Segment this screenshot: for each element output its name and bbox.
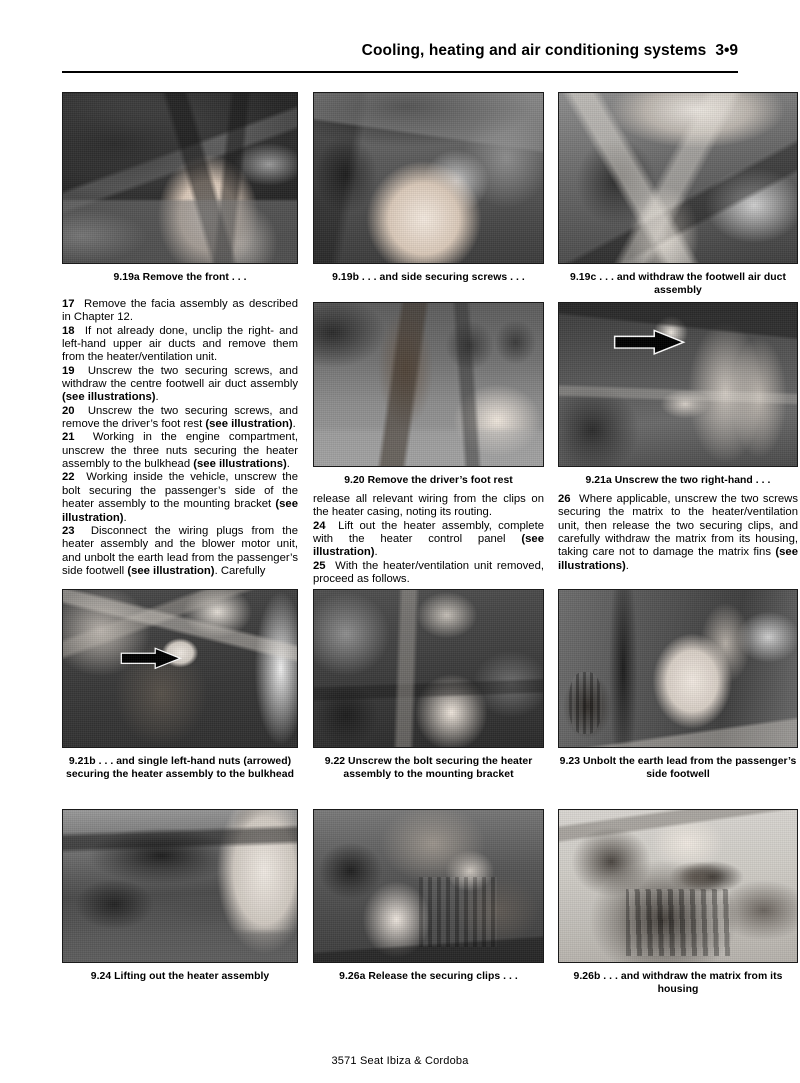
figure-caption: 9.19a Remove the front . . . xyxy=(113,272,247,283)
figure-caption: 9.22 Unscrew the bolt securing the heater assembly to the mounting bracket xyxy=(324,756,533,780)
page-number: 3•9 xyxy=(715,42,738,59)
photo-9-24 xyxy=(62,809,298,963)
photo-9-19b xyxy=(313,92,544,264)
paragraph-26: 26 Where applicable, unscrew the two screws securing the matrix to the heater/ventilation unit, then release the two securing clips, and carefully withdraw the matrix from its housing, taking care not to damage the matrix fins (see illustrations). xyxy=(558,493,798,572)
paragraph-20: 20 Unscrew the two securing screws, and remove the driver’s foot rest (see illustration). xyxy=(62,404,298,431)
body-column-1 xyxy=(62,298,298,578)
figure-9-23 xyxy=(558,589,798,781)
figure-caption: 9.20 Remove the driver’s foot rest xyxy=(344,475,513,486)
photo-9-19a xyxy=(62,92,298,264)
figure-9-21a xyxy=(558,302,798,488)
paragraph-22: 22 Working inside the vehicle, unscrew the bolt securing the passenger’s side of the heater assembly to the mounting bracket (see illustration). xyxy=(62,471,298,524)
photo-9-21b xyxy=(62,589,298,748)
figure-9-19a xyxy=(62,92,298,285)
figure-9-19b xyxy=(313,92,544,285)
figure-caption: 9.23 Unbolt the earth lead from the passenger’s side footwell xyxy=(559,756,797,780)
figure-9-26b xyxy=(558,809,798,996)
figure-caption: 9.24 Lifting out the heater assembly xyxy=(90,971,270,982)
paragraph-21: 21 Working in the engine compartment, unscrew the three nuts securing the heater assembly to the bulkhead (see illustrations). xyxy=(62,431,298,471)
figure-9-19c xyxy=(558,92,798,297)
figure-caption: 9.19c . . . and withdraw the footwell air duct assembly xyxy=(570,272,786,296)
paragraph-23-continued: release all relevant wiring from the clips on the heater casing, noting its routing. xyxy=(313,493,544,519)
photo-9-21a xyxy=(558,302,798,467)
paragraph-25: 25 With the heater/ventilation unit removed, proceed as follows. xyxy=(313,559,544,586)
photo-9-23 xyxy=(558,589,798,748)
paragraph-18: 18 If not already done, unclip the right- and left-hand upper air ducts and remove them from the heater/ventilation unit. xyxy=(62,324,298,364)
paragraph-23: 23 Disconnect the wiring plugs from the heater assembly and the blower motor unit, and unbolt the earth lead from the passenger’s side footwell (see illustration). Carefully xyxy=(62,524,298,577)
page-footer: 3571 Seat Ibiza & Cordoba xyxy=(331,1055,469,1067)
photo-9-26b xyxy=(558,809,798,963)
figure-9-21b xyxy=(62,589,298,781)
figure-9-20 xyxy=(313,302,544,488)
figure-9-22 xyxy=(313,589,544,781)
body-column-2 xyxy=(313,493,544,586)
body-column-3 xyxy=(558,493,798,573)
page-header xyxy=(62,42,738,60)
photo-9-19c xyxy=(558,92,798,264)
header-divider xyxy=(62,71,738,73)
paragraph-19: 19 Unscrew the two securing screws, and withdraw the centre footwell air duct assembly (see illustrations). xyxy=(62,364,298,404)
photo-9-26a xyxy=(313,809,544,963)
figure-caption: 9.19b . . . and side securing screws . . . xyxy=(332,272,525,283)
photo-9-22 xyxy=(313,589,544,748)
photo-9-20 xyxy=(313,302,544,467)
paragraph-17: 17 Remove the facia assembly as described in Chapter 12. xyxy=(62,298,298,324)
page-title: Cooling, heating and air conditioning systems xyxy=(361,42,707,59)
figure-caption: 9.21b . . . and single left-hand nuts (arrowed) securing the heater assembly to the bulkhead xyxy=(66,756,294,780)
figure-9-24 xyxy=(62,809,298,984)
figure-caption: 9.26a Release the securing clips . . . xyxy=(339,971,518,982)
paragraph-24: 24 Lift out the heater assembly, complete with the heater control panel (see illustration). xyxy=(313,519,544,559)
figure-9-26a xyxy=(313,809,544,984)
figure-caption: 9.21a Unscrew the two right-hand . . . xyxy=(585,475,771,486)
figure-caption: 9.26b . . . and withdraw the matrix from its housing xyxy=(573,971,783,995)
